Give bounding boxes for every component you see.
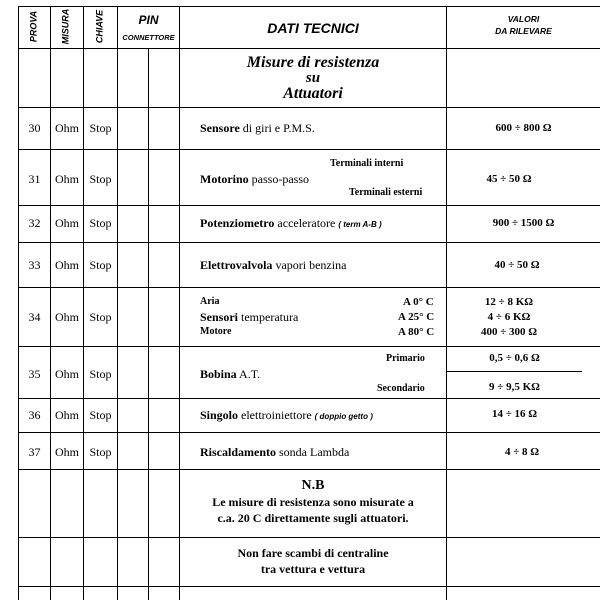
header-da-rilevare: DA RILEVARE (495, 26, 552, 36)
cell-label-aria: Aria (200, 296, 220, 307)
grid-line (18, 346, 600, 347)
cell-description: Bobina A.T. (200, 367, 261, 381)
cell-description: Motorino passo-passo (200, 172, 309, 186)
grid-line (18, 6, 600, 7)
cell-prova: 36 (28, 408, 41, 422)
grid-line (18, 205, 600, 206)
cell-note-terminali-interni: Terminali interni (330, 158, 404, 169)
cell-misura: Ohm (55, 310, 79, 324)
cell-value: 600 ÷ 800 Ω (495, 122, 552, 134)
cell-description: Riscaldamento sonda Lambda (200, 445, 350, 459)
cell-chiave: Stop (89, 408, 112, 422)
cell-description: Potenziometro acceleratore ( term A-B ) (200, 216, 382, 230)
cell-chiave: Stop (89, 445, 112, 459)
cell-label-motore: Motore (200, 326, 232, 337)
grid-line (18, 469, 600, 470)
cell-prova: 31 (28, 172, 41, 186)
cell-chiave: Stop (89, 216, 112, 230)
grid-line (447, 371, 582, 372)
note-nb-line2: c.a. 20 C direttamente sugli attuatori. (217, 511, 409, 525)
cell-misura: Ohm (55, 367, 79, 381)
cell-label-primario: Primario (386, 353, 425, 364)
grid-line (18, 287, 600, 288)
header-connettore: CONNETTORE (122, 33, 175, 42)
grid-line (18, 242, 600, 243)
section-title-line3: Attuatori (283, 85, 343, 102)
cell-value-sensori: 4 ÷ 6 KΩ (487, 311, 531, 323)
section-title-line2: su (305, 70, 321, 86)
header-dati-tecnici: DATI TECNICI (267, 20, 359, 36)
cell-description: Elettrovalvola vapori benzina (200, 258, 347, 272)
cell-prova: 30 (28, 121, 41, 135)
note-nb-line1: Le misure di resistenza sono misurate a (212, 495, 414, 509)
cell-description: Sensore di giri e P.M.S. (200, 121, 315, 135)
cell-misura: Ohm (55, 216, 79, 230)
cell-label-secondario: Secondario (377, 383, 425, 394)
grid-line (18, 537, 600, 538)
grid-line (18, 586, 600, 587)
grid-line (148, 48, 149, 600)
cell-value: 40 ÷ 50 Ω (494, 259, 540, 271)
cell-prova: 37 (28, 445, 41, 459)
grid-line (117, 6, 118, 600)
cell-value-aria: 12 ÷ 8 KΩ (484, 296, 534, 308)
cell-value-secondario: 9 ÷ 9,5 KΩ (489, 381, 540, 393)
cell-chiave: Stop (89, 121, 112, 135)
cell-chiave: Stop (89, 258, 112, 272)
header-misura: MISURA (60, 8, 71, 45)
cell-prova: 33 (28, 258, 41, 272)
cell-misura: Ohm (55, 121, 79, 135)
grid-line (18, 6, 19, 600)
cell-temp-80: A 80° C (398, 326, 435, 338)
cell-value: 14 ÷ 16 Ω (491, 408, 538, 420)
cell-prova: 32 (28, 216, 41, 230)
cell-misura: Ohm (55, 408, 79, 422)
cell-prova: 34 (28, 310, 41, 324)
cell-chiave: Stop (89, 310, 112, 324)
header-prova: PROVA (28, 10, 39, 43)
grid-line (18, 149, 600, 150)
cell-value-primario: 0,5 ÷ 0,6 Ω (489, 352, 540, 364)
cell-chiave: Stop (89, 172, 112, 186)
grid-line (50, 6, 51, 600)
cell-description: Sensori temperatura (200, 310, 299, 324)
note-warning-line1: Non fare scambi di centraline (237, 546, 389, 560)
note-warning-line2: tra vettura e vettura (260, 562, 366, 576)
cell-note-terminali-esterni: Terminali esterni (349, 187, 423, 198)
header-valori: VALORI (507, 14, 540, 24)
cell-temp-25: A 25° C (398, 311, 435, 323)
grid-line (18, 398, 600, 399)
grid-line (18, 48, 600, 49)
cell-value-motore: 400 ÷ 300 Ω (480, 326, 538, 338)
header-pin: PIN (138, 13, 159, 27)
grid-line (18, 107, 600, 108)
grid-line (18, 432, 600, 433)
cell-prova: 35 (28, 367, 41, 381)
header-chiave: CHIAVE (94, 9, 105, 44)
cell-description: Singolo elettroiniettore ( doppio getto ) (200, 408, 373, 422)
grid-line (83, 6, 84, 600)
cell-value: 900 ÷ 1500 Ω (492, 217, 555, 229)
cell-value: 45 ÷ 50 Ω (486, 173, 532, 185)
cell-misura: Ohm (55, 258, 79, 272)
cell-chiave: Stop (89, 367, 112, 381)
cell-misura: Ohm (55, 172, 79, 186)
section-title-line1: Misure di resistenza (246, 54, 380, 71)
cell-misura: Ohm (55, 445, 79, 459)
note-nb-title: N.B (301, 478, 325, 493)
cell-temp-0: A 0° C (403, 296, 434, 308)
cell-value: 4 ÷ 8 Ω (504, 446, 540, 458)
